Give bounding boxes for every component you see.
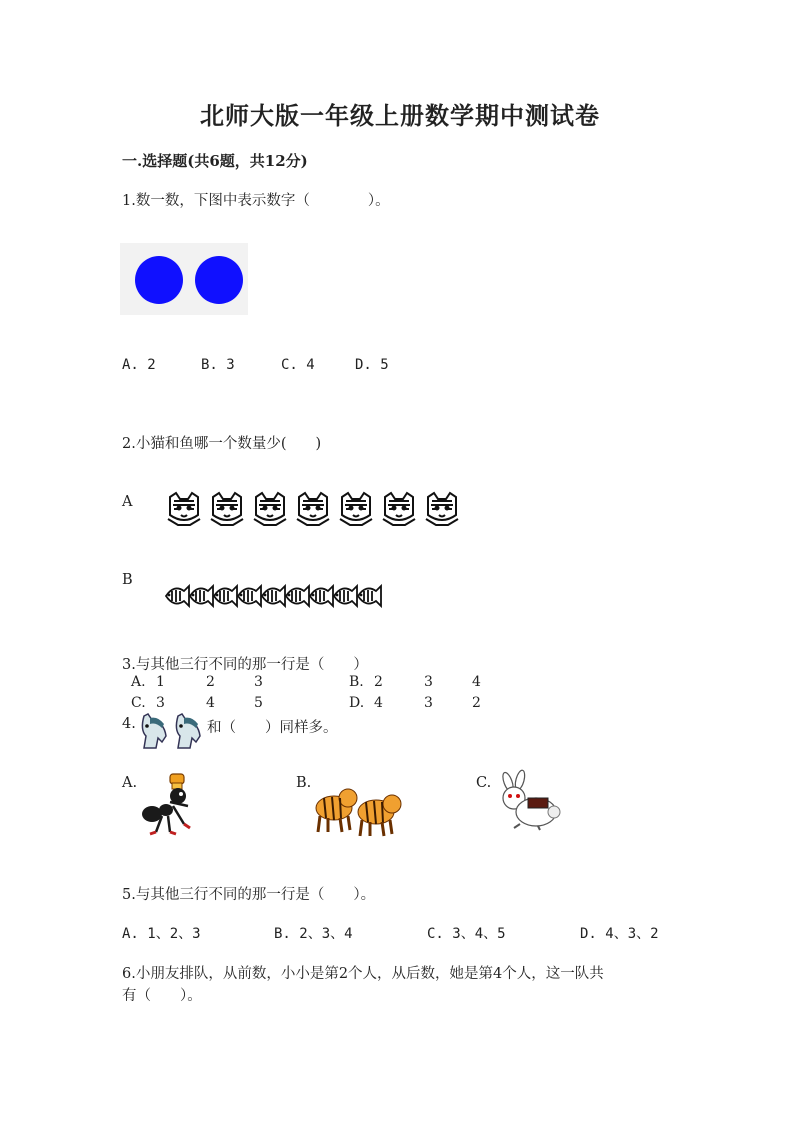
fish-icon — [356, 581, 382, 611]
tigers-image[interactable] — [312, 776, 404, 842]
row-number: 3 — [424, 695, 433, 711]
q3-row-d[interactable] — [349, 695, 481, 711]
horse-row — [136, 712, 204, 756]
question-6-line-2: 有（ ）。 — [122, 988, 202, 1004]
row-number: 5 — [254, 695, 263, 711]
row-number: 3 — [156, 695, 165, 711]
fish-row — [164, 581, 380, 615]
cat-icon — [293, 489, 333, 529]
row-label: C. — [131, 695, 146, 711]
q4-label-c: C. — [476, 775, 492, 791]
q1-option-c[interactable]: C. 4 — [281, 357, 315, 373]
row-number: 3 — [424, 674, 433, 690]
q4-label-a: A. — [122, 775, 138, 791]
horse-icon — [136, 712, 170, 752]
rabbit-image[interactable] — [494, 772, 566, 838]
cat-row — [164, 489, 465, 533]
page-title: 北师大版一年级上册数学期中测试卷 — [200, 101, 600, 130]
q5-option-a[interactable]: A. 1、2、3 — [122, 926, 201, 942]
cat-icon — [207, 489, 247, 529]
question-1-text: 1.数一数，下图中表示数字（ ）。 — [122, 193, 390, 209]
horse-icon — [170, 712, 204, 752]
ant-icon — [140, 772, 204, 838]
fish-icon — [212, 581, 238, 611]
fish-icon — [284, 581, 310, 611]
q3-row-c[interactable] — [131, 695, 263, 711]
fish-icon — [164, 581, 190, 611]
ant-chef-image[interactable] — [140, 772, 204, 842]
row-number: 2 — [206, 674, 215, 690]
q5-option-b[interactable]: B. 2、3、4 — [274, 926, 353, 942]
fish-icon — [308, 581, 334, 611]
row-label: D. — [349, 695, 365, 711]
cat-icon — [250, 489, 290, 529]
q2-label-b: B — [122, 572, 133, 588]
cat-icon — [379, 489, 419, 529]
q2-label-a: A — [122, 494, 133, 510]
row-number: 1 — [156, 674, 165, 690]
q3-row-b[interactable] — [349, 674, 481, 690]
fish-icon — [260, 581, 286, 611]
row-number: 2 — [472, 695, 481, 711]
rabbit-icon — [494, 772, 566, 834]
row-number: 4 — [472, 674, 481, 690]
row-number: 3 — [254, 674, 263, 690]
row-label: B. — [349, 674, 364, 690]
circles-figure — [120, 243, 248, 315]
q1-option-a[interactable]: A. 2 — [122, 357, 156, 373]
question-3-text: 3.与其他三行不同的那一行是（ ） — [122, 657, 368, 673]
question-6-line-1: 6.小朋友排队，从前数，小小是第2个人，从后数，她是第4个人，这一队共 — [122, 966, 604, 982]
q1-option-b[interactable]: B. 3 — [201, 357, 235, 373]
cat-icon — [422, 489, 462, 529]
row-number: 4 — [206, 695, 215, 711]
q3-row-a[interactable] — [131, 674, 263, 690]
fish-icon — [332, 581, 358, 611]
question-2-text: 2.小猫和鱼哪一个数量少( ) — [122, 436, 322, 452]
q5-option-d[interactable]: D. 4、3、2 — [580, 926, 659, 942]
cat-icon — [336, 489, 376, 529]
question-4-text: 和（ ）同样多。 — [207, 720, 338, 736]
blue-circle — [195, 256, 243, 304]
fish-icon — [188, 581, 214, 611]
q5-option-c[interactable]: C. 3、4、5 — [427, 926, 506, 942]
row-number: 4 — [374, 695, 383, 711]
row-label: A. — [131, 674, 146, 690]
tiger-icon — [312, 776, 404, 838]
cat-icon — [164, 489, 204, 529]
question-4-number: 4. — [122, 716, 136, 732]
q4-label-b: B. — [296, 775, 312, 791]
section-heading: 一.选择题(共6题，共12分) — [122, 152, 308, 170]
q1-option-d[interactable]: D. 5 — [355, 357, 389, 373]
question-5-text: 5.与其他三行不同的那一行是（ ）。 — [122, 887, 376, 903]
row-number: 2 — [374, 674, 383, 690]
blue-circle — [135, 256, 183, 304]
fish-icon — [236, 581, 262, 611]
